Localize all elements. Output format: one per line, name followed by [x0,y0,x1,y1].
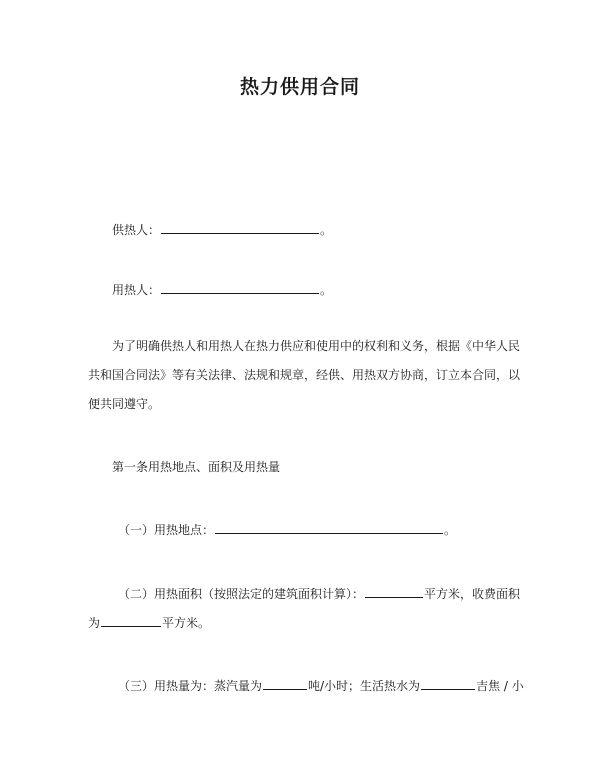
item2-charge-area-blank[interactable] [101,614,161,627]
supplier-label: 供热人： [112,223,161,237]
item2-area-blank[interactable] [365,585,423,598]
item2-unit2: 平方米。 [162,616,211,630]
supplier-line [112,221,332,237]
preamble-paragraph: 为了明确供热人和用热人在热力供应和使用中的权利和义务，根据《中华人民共和国合同法》等有关法律、法规和规章，经供、用热双方协商，订立本合同，以便共同遵守。 [88,339,521,411]
item2-prefix-line2: 为 [88,616,101,630]
item3-hotwater-blank[interactable] [421,677,475,690]
item2-unit1: 平方米，收费面积 [424,587,521,601]
article1-heading: 第一条用热地点、面积及用热量 [112,460,281,474]
item3-unit2: 吉焦 / 小 [476,679,524,693]
item1-label: （一）用热地点： [118,523,215,537]
user-line [112,281,332,297]
item3-line [118,677,524,693]
item1-location-blank[interactable] [215,521,443,534]
item2-line2 [88,614,210,630]
user-end: 。 [320,283,333,297]
item2-line1 [118,585,520,601]
page-title: 热力供用合同 [239,76,360,98]
item1-end: 。 [444,523,457,537]
supplier-end: 。 [320,223,333,237]
item3-unit1: 吨/小时；生活热水为 [308,679,421,693]
item3-label: （三）用热量为：蒸汽量为 [118,679,263,693]
item1-line [118,521,456,537]
supplier-blank[interactable] [161,221,319,234]
user-blank[interactable] [161,281,319,294]
user-label: 用热人： [112,283,161,297]
item2-label: （二）用热面积（按照法定的建筑面积计算）： [118,587,365,601]
item3-steam-blank[interactable] [263,677,307,690]
